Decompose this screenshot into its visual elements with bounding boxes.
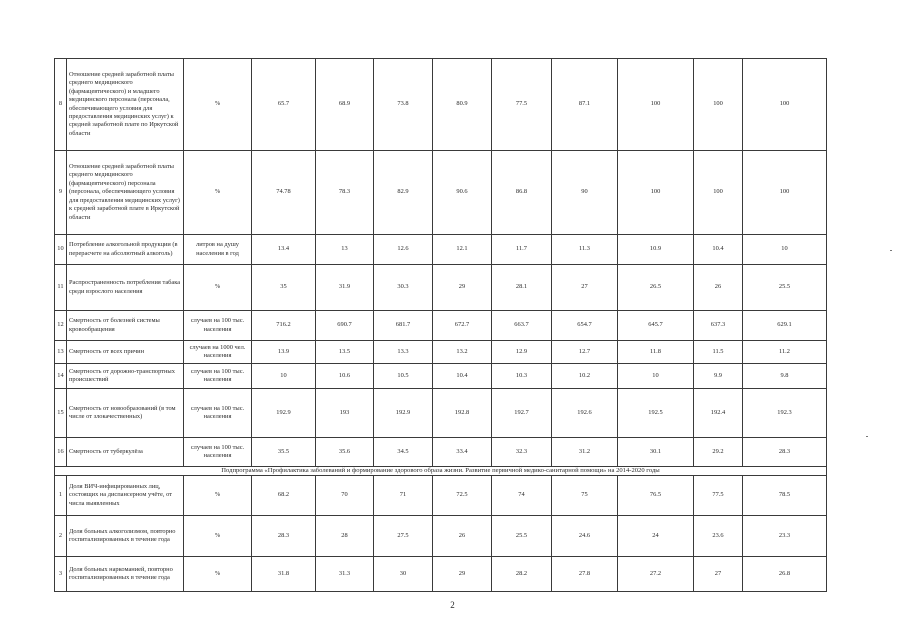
value-cell: 12.7 bbox=[552, 341, 618, 364]
value-cell: 10 bbox=[743, 235, 827, 265]
value-cell: 34.5 bbox=[374, 438, 433, 467]
value-cell: 90.6 bbox=[433, 151, 492, 235]
value-cell: 192.3 bbox=[743, 389, 827, 438]
value-cell: 31.3 bbox=[316, 557, 374, 592]
value-cell: 30.3 bbox=[374, 265, 433, 311]
row-number: 13 bbox=[55, 341, 67, 364]
value-cell: 31.2 bbox=[552, 438, 618, 467]
value-cell: 28.3 bbox=[252, 516, 316, 557]
unit-of-measure: % bbox=[184, 476, 252, 516]
value-cell: 26.5 bbox=[618, 265, 694, 311]
value-cell: 86.8 bbox=[492, 151, 552, 235]
value-cell: 26 bbox=[433, 516, 492, 557]
subprogram-title: Подпрограмма «Профилактика заболеваний и формирование здорового образа жизни. Развитие первичной медико-санитарной помощи» на 2014-2020 годы bbox=[55, 467, 827, 476]
indicator-name: Смертность от болезней системы кровообращения bbox=[67, 311, 184, 341]
value-cell: 11.3 bbox=[552, 235, 618, 265]
row-number: 16 bbox=[55, 438, 67, 467]
table-row bbox=[55, 389, 827, 438]
table-row bbox=[55, 557, 827, 592]
indicator-name: Доля больных алкоголизмом, повторно госпитализированных в течение года bbox=[67, 516, 184, 557]
value-cell: 33.4 bbox=[433, 438, 492, 467]
value-cell: 192.9 bbox=[252, 389, 316, 438]
value-cell: 12.1 bbox=[433, 235, 492, 265]
value-cell: 192.9 bbox=[374, 389, 433, 438]
value-cell: 78.5 bbox=[743, 476, 827, 516]
page-number: 2 bbox=[450, 600, 455, 610]
unit-of-measure: % bbox=[184, 557, 252, 592]
value-cell: 25.5 bbox=[743, 265, 827, 311]
value-cell: 192.4 bbox=[694, 389, 743, 438]
value-cell: 30.1 bbox=[618, 438, 694, 467]
value-cell: 637.3 bbox=[694, 311, 743, 341]
row-number: 10 bbox=[55, 235, 67, 265]
value-cell: 100 bbox=[694, 59, 743, 151]
unit-of-measure: % bbox=[184, 59, 252, 151]
value-cell: 27.2 bbox=[618, 557, 694, 592]
unit-of-measure: литров на душу населения в год bbox=[184, 235, 252, 265]
unit-of-measure: % bbox=[184, 265, 252, 311]
value-cell: 77.5 bbox=[492, 59, 552, 151]
row-number: 11 bbox=[55, 265, 67, 311]
value-cell: 74 bbox=[492, 476, 552, 516]
table-row bbox=[55, 265, 827, 311]
row-number: 3 bbox=[55, 557, 67, 592]
row-number: 14 bbox=[55, 364, 67, 389]
value-cell: 26 bbox=[694, 265, 743, 311]
row-number: 2 bbox=[55, 516, 67, 557]
table-row bbox=[55, 364, 827, 389]
indicator-name: Смертность от новообразований (в том числе от злокачественных) bbox=[67, 389, 184, 438]
value-cell: 29 bbox=[433, 265, 492, 311]
value-cell: 26.8 bbox=[743, 557, 827, 592]
row-number: 9 bbox=[55, 151, 67, 235]
value-cell: 35.6 bbox=[316, 438, 374, 467]
value-cell: 27.8 bbox=[552, 557, 618, 592]
value-cell: 13.9 bbox=[252, 341, 316, 364]
value-cell: 11.5 bbox=[694, 341, 743, 364]
unit-of-measure: % bbox=[184, 516, 252, 557]
value-cell: 72.5 bbox=[433, 476, 492, 516]
value-cell: 10.4 bbox=[694, 235, 743, 265]
table-row bbox=[55, 151, 827, 235]
row-number: 15 bbox=[55, 389, 67, 438]
row-number: 8 bbox=[55, 59, 67, 151]
value-cell: 71 bbox=[374, 476, 433, 516]
value-cell: 68.2 bbox=[252, 476, 316, 516]
value-cell: 65.7 bbox=[252, 59, 316, 151]
value-cell: 100 bbox=[743, 151, 827, 235]
table-row bbox=[55, 235, 827, 265]
value-cell: 10 bbox=[252, 364, 316, 389]
value-cell: 690.7 bbox=[316, 311, 374, 341]
value-cell: 100 bbox=[618, 151, 694, 235]
value-cell: 12.6 bbox=[374, 235, 433, 265]
table-row bbox=[55, 516, 827, 557]
value-cell: 80.9 bbox=[433, 59, 492, 151]
value-cell: 25.5 bbox=[492, 516, 552, 557]
value-cell: 100 bbox=[618, 59, 694, 151]
value-cell: 68.9 bbox=[316, 59, 374, 151]
indicator-name: Смертность от дорожно-транспортных происшествий bbox=[67, 364, 184, 389]
value-cell: 13.5 bbox=[316, 341, 374, 364]
value-cell: 9.9 bbox=[694, 364, 743, 389]
value-cell: 13 bbox=[316, 235, 374, 265]
indicator-name: Распространенность потребления табака среди взрослого населения bbox=[67, 265, 184, 311]
indicator-name: Доля больных наркоманией, повторно госпитализированных в течение года bbox=[67, 557, 184, 592]
value-cell: 28 bbox=[316, 516, 374, 557]
value-cell: 192.5 bbox=[618, 389, 694, 438]
value-cell: 35 bbox=[252, 265, 316, 311]
unit-of-measure: случаев на 100 тыс. населения bbox=[184, 364, 252, 389]
indicator-name: Отношение средней заработной платы среднего медицинского (фармацевтического) персонала (персонала, обеспечивающего условия для предоставления медицинских услуг) к средней заработной плате в Иркутской области bbox=[67, 151, 184, 235]
value-cell: 192.8 bbox=[433, 389, 492, 438]
table-row bbox=[55, 438, 827, 467]
value-cell: 27 bbox=[552, 265, 618, 311]
value-cell: 32.3 bbox=[492, 438, 552, 467]
indicator-name: Отношение средней заработной платы среднего медицинского (фармацевтического) и младшего медицинского персонала (персонала, обеспечивающего условия для предоставления медицинских услуг) к средней заработной плате по Иркутской области bbox=[67, 59, 184, 151]
unit-of-measure: % bbox=[184, 151, 252, 235]
value-cell: 28.1 bbox=[492, 265, 552, 311]
value-cell: 78.3 bbox=[316, 151, 374, 235]
value-cell: 74.78 bbox=[252, 151, 316, 235]
value-cell: 30 bbox=[374, 557, 433, 592]
value-cell: 11.2 bbox=[743, 341, 827, 364]
value-cell: 10.4 bbox=[433, 364, 492, 389]
value-cell: 645.7 bbox=[618, 311, 694, 341]
value-cell: 10 bbox=[618, 364, 694, 389]
indicator-name: Потребление алкогольной продукции (в перерасчете на абсолютный алкоголь) bbox=[67, 235, 184, 265]
value-cell: 11.7 bbox=[492, 235, 552, 265]
indicator-name: Доля ВИЧ-инфицированных лиц, состоящих на диспансерном учёте, от числа выявленных bbox=[67, 476, 184, 516]
indicator-name: Смертность от всех причин bbox=[67, 341, 184, 364]
value-cell: 100 bbox=[694, 151, 743, 235]
value-cell: 663.7 bbox=[492, 311, 552, 341]
value-cell: 629.1 bbox=[743, 311, 827, 341]
row-number: 12 bbox=[55, 311, 67, 341]
value-cell: 681.7 bbox=[374, 311, 433, 341]
row-number: 1 bbox=[55, 476, 67, 516]
indicator-name: Смертность от туберкулёза bbox=[67, 438, 184, 467]
value-cell: 10.9 bbox=[618, 235, 694, 265]
value-cell: 10.3 bbox=[492, 364, 552, 389]
value-cell: 31.8 bbox=[252, 557, 316, 592]
value-cell: 10.5 bbox=[374, 364, 433, 389]
value-cell: 192.6 bbox=[552, 389, 618, 438]
table-row bbox=[55, 59, 827, 151]
value-cell: 9.8 bbox=[743, 364, 827, 389]
value-cell: 193 bbox=[316, 389, 374, 438]
scan-speck bbox=[890, 250, 892, 251]
value-cell: 13.2 bbox=[433, 341, 492, 364]
value-cell: 77.5 bbox=[694, 476, 743, 516]
indicators-table bbox=[54, 58, 827, 592]
value-cell: 90 bbox=[552, 151, 618, 235]
value-cell: 82.9 bbox=[374, 151, 433, 235]
value-cell: 28.3 bbox=[743, 438, 827, 467]
value-cell: 100 bbox=[743, 59, 827, 151]
unit-of-measure: случаев на 100 тыс. населения bbox=[184, 311, 252, 341]
value-cell: 24.6 bbox=[552, 516, 618, 557]
unit-of-measure: случаев на 1000 чел. населения bbox=[184, 341, 252, 364]
value-cell: 31.9 bbox=[316, 265, 374, 311]
value-cell: 70 bbox=[316, 476, 374, 516]
value-cell: 11.8 bbox=[618, 341, 694, 364]
subprogram-title-row bbox=[55, 467, 827, 476]
value-cell: 75 bbox=[552, 476, 618, 516]
value-cell: 28.2 bbox=[492, 557, 552, 592]
value-cell: 23.6 bbox=[694, 516, 743, 557]
value-cell: 27 bbox=[694, 557, 743, 592]
scan-speck bbox=[866, 436, 868, 437]
value-cell: 12.9 bbox=[492, 341, 552, 364]
table-row bbox=[55, 311, 827, 341]
value-cell: 192.7 bbox=[492, 389, 552, 438]
value-cell: 23.3 bbox=[743, 516, 827, 557]
value-cell: 716.2 bbox=[252, 311, 316, 341]
value-cell: 13.3 bbox=[374, 341, 433, 364]
value-cell: 73.8 bbox=[374, 59, 433, 151]
value-cell: 654.7 bbox=[552, 311, 618, 341]
unit-of-measure: случаев на 100 тыс. населения bbox=[184, 438, 252, 467]
value-cell: 76.5 bbox=[618, 476, 694, 516]
value-cell: 27.5 bbox=[374, 516, 433, 557]
value-cell: 87.1 bbox=[552, 59, 618, 151]
value-cell: 29 bbox=[433, 557, 492, 592]
value-cell: 10.2 bbox=[552, 364, 618, 389]
value-cell: 10.6 bbox=[316, 364, 374, 389]
value-cell: 24 bbox=[618, 516, 694, 557]
value-cell: 672.7 bbox=[433, 311, 492, 341]
value-cell: 35.5 bbox=[252, 438, 316, 467]
value-cell: 29.2 bbox=[694, 438, 743, 467]
table-row bbox=[55, 476, 827, 516]
table-row bbox=[55, 341, 827, 364]
value-cell: 13.4 bbox=[252, 235, 316, 265]
unit-of-measure: случаев на 100 тыс. населения bbox=[184, 389, 252, 438]
